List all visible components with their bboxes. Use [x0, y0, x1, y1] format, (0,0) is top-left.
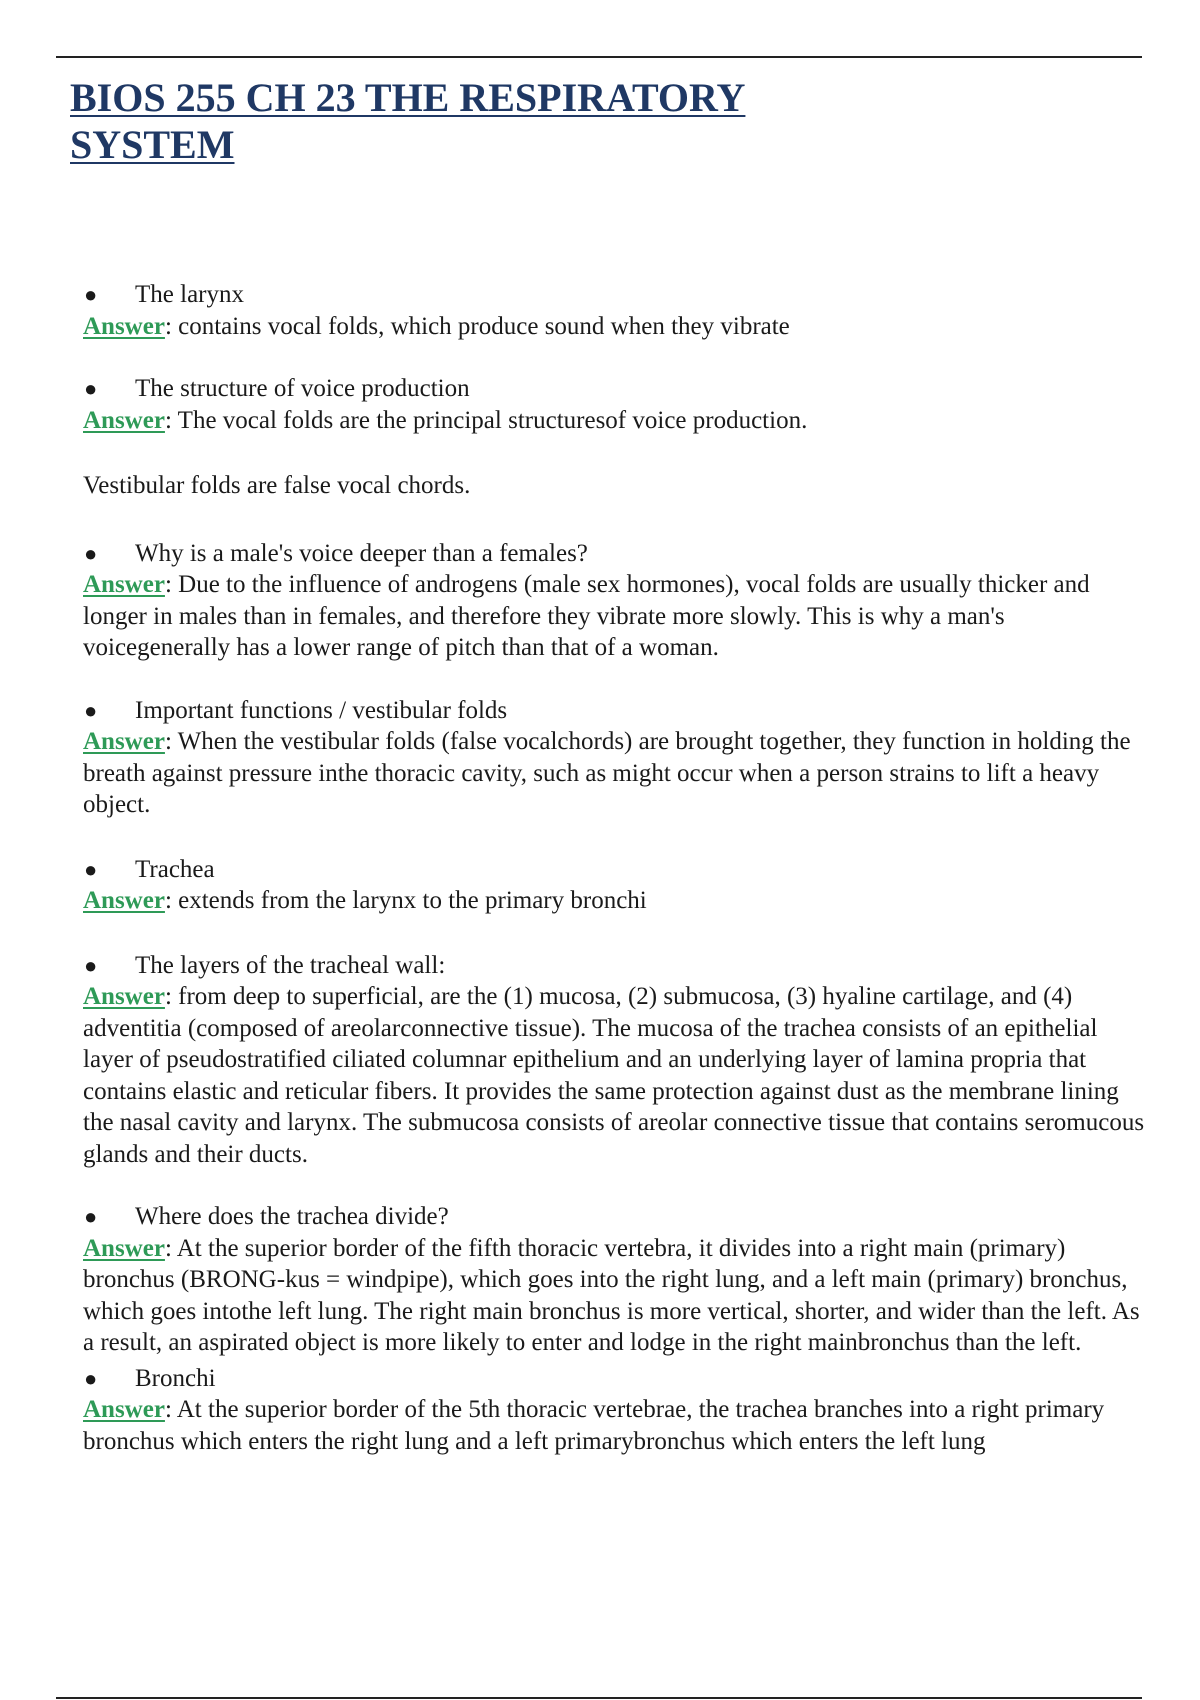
qa-item — [83, 854, 1148, 917]
question-text: Important functions / vestibular folds — [135, 696, 508, 724]
question-text: The structure of voice production — [135, 375, 470, 402]
question — [83, 538, 1148, 570]
question — [83, 695, 1148, 727]
answer-text: : Due to the influence of androgens (male sex hormones), vocal folds are usually thicker and longer in males than in females, and therefore they vibrate more slowly. This is why a man's voicegenerally has a lower range of pitch than that of a woman. — [83, 571, 1090, 661]
answer — [83, 726, 1148, 821]
qa-item — [83, 1201, 1148, 1359]
answer — [83, 311, 1148, 343]
answer — [83, 1233, 1148, 1359]
question-text: The larynx — [135, 281, 244, 308]
answer — [83, 981, 1148, 1170]
question — [83, 950, 1148, 982]
answer-label: Answer — [83, 571, 165, 598]
answer-label: Answer — [83, 406, 165, 434]
question-text: Why is a male's voice deeper than a females? — [135, 539, 588, 567]
qa-item — [83, 950, 1148, 1171]
answer-label: Answer — [83, 312, 165, 340]
answer-label: Answer — [83, 1396, 165, 1423]
title-line-1: BIOS 255 CH 23 THE RESPIRATORY — [70, 75, 746, 120]
answer — [83, 1394, 1148, 1457]
answer — [83, 569, 1148, 664]
qa-item — [83, 538, 1148, 664]
bullet-icon: ● — [84, 697, 98, 723]
qa-item — [83, 695, 1148, 821]
answer-text: : contains vocal folds, which produce sound when they vibrate — [164, 312, 790, 340]
answer-text: : When the vestibular folds (false vocalchords) are brought together, they function in holding the breath against pressure inthe thoracic cavity, such as might occur when a person strains to lift a heavy object. — [83, 728, 1131, 818]
question — [83, 373, 1148, 405]
answer-text: : extends from the larynx to the primary bronchi — [164, 887, 647, 914]
answer-label: Answer — [83, 1234, 165, 1262]
answer-label: Answer — [83, 983, 165, 1010]
bullet-icon: ● — [84, 540, 98, 566]
qa-item — [83, 279, 1148, 342]
question-text: Where does the trachea divide? — [135, 1203, 449, 1230]
bullet-icon: ● — [84, 1204, 98, 1229]
bullet-icon: ● — [84, 376, 98, 401]
qa-item — [83, 1363, 1148, 1458]
answer-text: : from deep to superficial, are the (1) mucosa, (2) submucosa, (3) hyaline cartilage, and (4) adventitia (composed of areolarconnective tissue). The mucosa of the trachea consists of an epithelial layer of pseudostratified ciliated columnar epithelium and an underlying layer of lamina propria that contains elastic and reticular fibers. It provides the same protection against dust as the membrane lining the nasal cavity and larynx. The submucosa consists of areolar connective tissue that contains seromucous glands and their ducts. — [83, 983, 1145, 1168]
bullet-icon: ● — [84, 952, 98, 978]
question-text: The layers of the tracheal wall: — [135, 951, 446, 979]
page-title — [70, 74, 970, 168]
answer — [83, 405, 1148, 437]
top-rule — [56, 56, 1142, 58]
qa-item — [83, 373, 1148, 502]
bottom-rule — [56, 1697, 1142, 1699]
question — [83, 1201, 1148, 1233]
answer-label: Answer — [83, 728, 165, 755]
bullet-icon: ● — [84, 282, 98, 307]
answer-text: : The vocal folds are the principal structuresof voice production. — [164, 406, 808, 434]
answer-text: : At the superior border of the fifth thoracic vertebra, it divides into a right main (primary) bronchus (BRONG-kus = windpipe), which goes into the right lung, and a left main (primary) bronchus, which goes intothe left lung. The right main bronchus is more vertical, shorter, and wider than the left. As a result, an aspirated object is more likely to enter and lodge in the right mainbronchus than the left. — [83, 1234, 1140, 1356]
title-line-2: SYSTEM — [70, 122, 235, 167]
bullet-icon: ● — [84, 1365, 98, 1391]
question-text: Trachea — [135, 855, 215, 883]
question-text: Bronchi — [135, 1364, 216, 1392]
answer-text: : At the superior border of the 5th thoracic vertebrae, the trachea branches into a right primary bronchus which enters the right lung and a left primarybronchus which enters the left lung — [83, 1396, 1105, 1455]
question — [83, 1363, 1148, 1395]
note-text: Vestibular folds are false vocal chords. — [83, 472, 471, 499]
answer-label: Answer — [83, 887, 165, 914]
bullet-icon: ● — [84, 856, 98, 882]
qa-list — [83, 279, 1148, 1457]
question — [83, 854, 1148, 886]
question — [83, 279, 1148, 311]
answer — [83, 885, 1148, 917]
